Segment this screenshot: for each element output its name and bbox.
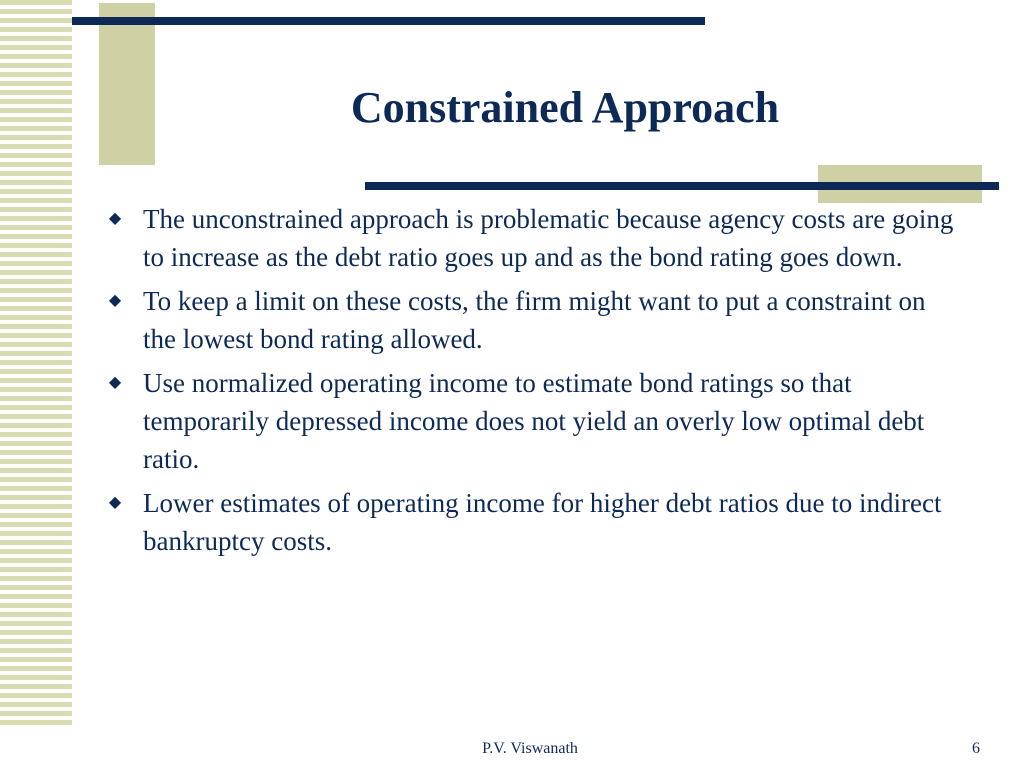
bullet-text: To keep a limit on these costs, the firm might want to put a constraint on the lowest bond rating allowed. bbox=[143, 286, 926, 354]
diamond-bullet-icon: ◆ bbox=[108, 210, 122, 227]
top-navy-rule bbox=[72, 17, 705, 25]
bullet-text: The unconstrained approach is problematic because agency costs are going to increase as the debt ratio goes up and as the bond rating goes down. bbox=[143, 204, 954, 272]
diamond-bullet-icon: ◆ bbox=[108, 292, 122, 309]
slide-title: Constrained Approach bbox=[350, 83, 780, 132]
footer-author: P.V. Viswanath bbox=[482, 740, 578, 757]
bullet-text: Use normalized operating income to estimate bond ratings so that temporarily depressed income does not yield an overly low optimal debt ratio. bbox=[143, 368, 925, 474]
top-tan-accent-block bbox=[99, 3, 155, 165]
title-underline-rule bbox=[365, 182, 999, 190]
left-stripe-decoration bbox=[0, 0, 72, 728]
bullet-item bbox=[105, 484, 965, 560]
bullet-item bbox=[105, 364, 965, 478]
bullet-text: Lower estimates of operating income for higher debt ratios due to indirect bankruptcy costs. bbox=[143, 488, 942, 556]
bullet-item bbox=[105, 282, 965, 358]
footer-page-number: 6 bbox=[972, 740, 980, 757]
diamond-bullet-icon: ◆ bbox=[108, 494, 122, 511]
bullet-list bbox=[105, 200, 965, 566]
bullet-item bbox=[105, 200, 965, 276]
diamond-bullet-icon: ◆ bbox=[108, 374, 122, 391]
